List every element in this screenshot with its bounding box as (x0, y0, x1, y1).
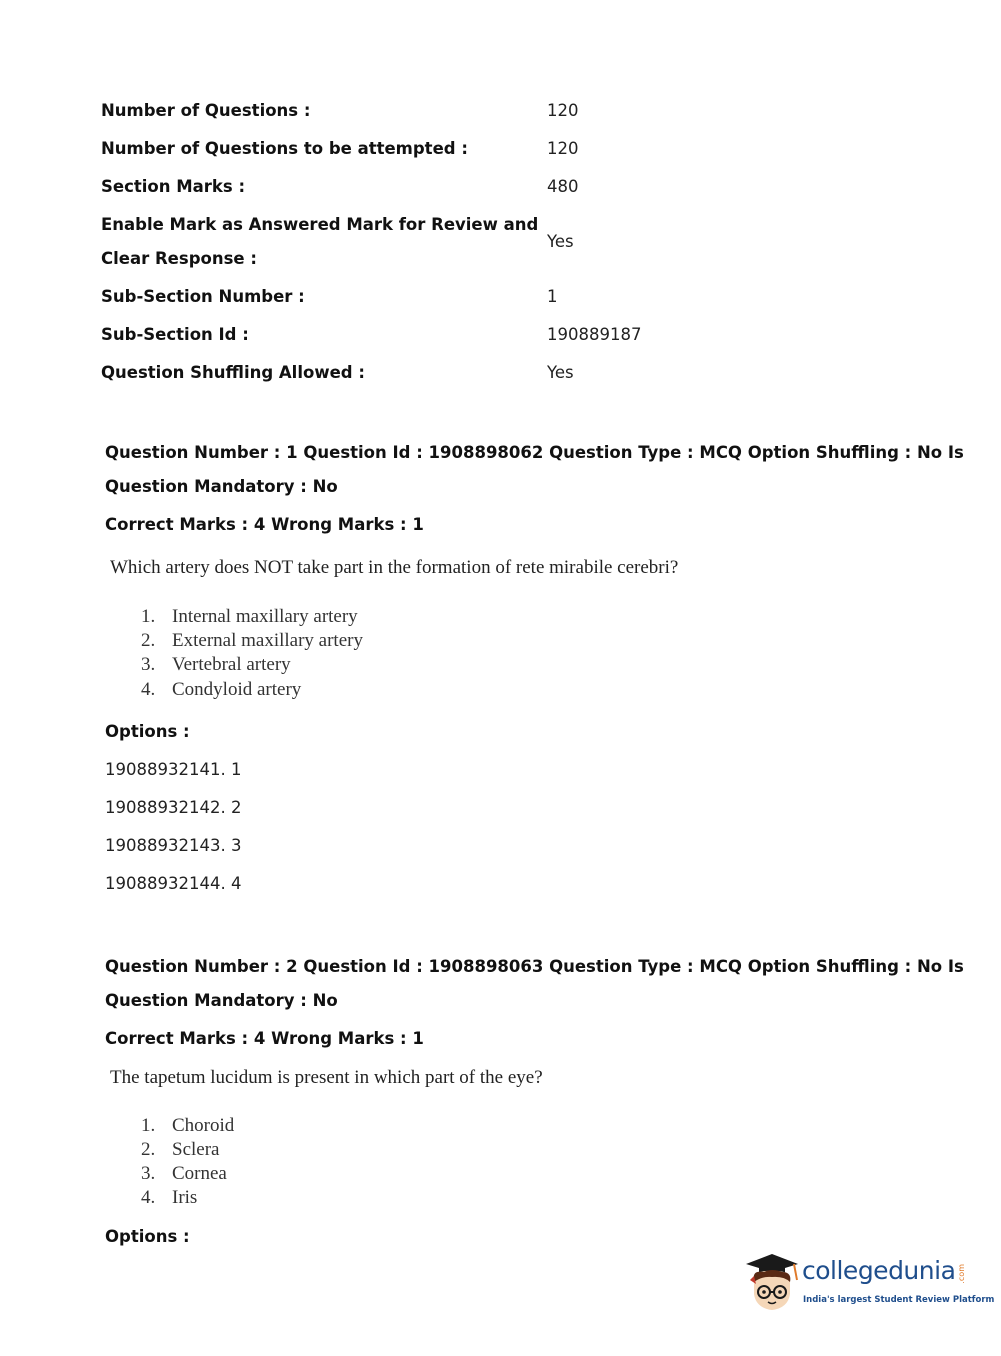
logo-suffix: .com (957, 1264, 966, 1284)
choice-item (141, 679, 301, 701)
choice-text: Iris (172, 1187, 198, 1208)
options-label: Options : (105, 1227, 190, 1246)
question-header-line2: Question Mandatory : No (105, 991, 338, 1010)
choice-item (141, 1139, 219, 1161)
logo-wordmark: collegedunia (802, 1256, 956, 1285)
choice-text: Cornea (172, 1163, 227, 1184)
question-header-line1: Question Number : 2 Question Id : 1908898063 Question Type : MCQ Option Shuffling : No Is (105, 957, 964, 976)
choice-text: Internal maxillary artery (172, 606, 358, 627)
label-section-marks: Section Marks : (101, 177, 246, 196)
question-text: The tapetum lucidum is present in which part of the eye? (110, 1067, 543, 1088)
choice-number: 4. (141, 679, 156, 700)
value-section-marks: 480 (547, 177, 579, 196)
label-enable-mark-line2: Clear Response : (101, 249, 257, 268)
option-id: 19088932141. 1 (105, 760, 242, 779)
mascot-graduate-icon (742, 1250, 802, 1316)
choice-item (141, 1187, 197, 1209)
value-sub-section-number: 1 (547, 287, 558, 306)
choice-text: External maxillary artery (172, 630, 363, 651)
choice-item (141, 630, 363, 652)
choice-text: Sclera (172, 1139, 220, 1160)
value-enable-mark: Yes (547, 232, 574, 251)
question-header-line2: Question Mandatory : No (105, 477, 338, 496)
value-questions-to-attempt: 120 (547, 139, 579, 158)
option-id: 19088932144. 4 (105, 874, 242, 893)
choice-text: Condyloid artery (172, 679, 302, 700)
choice-number: 3. (141, 1163, 156, 1184)
choice-number: 2. (141, 630, 156, 651)
label-enable-mark-line1: Enable Mark as Answered Mark for Review and (101, 215, 539, 234)
choice-item (141, 1115, 234, 1137)
label-sub-section-number: Sub-Section Number : (101, 287, 305, 306)
question-header-line1: Question Number : 1 Question Id : 1908898062 Question Type : MCQ Option Shuffling : No Is (105, 443, 964, 462)
value-sub-section-id: 190889187 (547, 325, 642, 344)
choice-item (141, 1163, 227, 1185)
label-question-shuffling: Question Shuffling Allowed : (101, 363, 365, 382)
logo-tagline: India's largest Student Review Platform (803, 1295, 995, 1305)
option-id: 19088932143. 3 (105, 836, 242, 855)
choice-number: 2. (141, 1139, 156, 1160)
collegedunia-logo[interactable] (742, 1250, 995, 1316)
question-marks: Correct Marks : 4 Wrong Marks : 1 (105, 1029, 424, 1048)
choice-item (141, 606, 358, 628)
label-sub-section-id: Sub-Section Id : (101, 325, 249, 344)
label-questions-to-attempt: Number of Questions to be attempted : (101, 139, 468, 158)
choice-item (141, 654, 291, 676)
options-label: Options : (105, 722, 190, 741)
question-text: Which artery does NOT take part in the formation of rete mirabile cerebri? (110, 557, 679, 578)
option-id: 19088932142. 2 (105, 798, 242, 817)
choice-number: 1. (141, 1115, 156, 1136)
label-number-of-questions: Number of Questions : (101, 101, 311, 120)
choice-number: 3. (141, 654, 156, 675)
value-question-shuffling: Yes (547, 363, 574, 382)
question-marks: Correct Marks : 4 Wrong Marks : 1 (105, 515, 424, 534)
value-number-of-questions: 120 (547, 101, 579, 120)
choice-number: 1. (141, 606, 156, 627)
choice-text: Vertebral artery (172, 654, 291, 675)
choice-number: 4. (141, 1187, 156, 1208)
choice-text: Choroid (172, 1115, 235, 1136)
